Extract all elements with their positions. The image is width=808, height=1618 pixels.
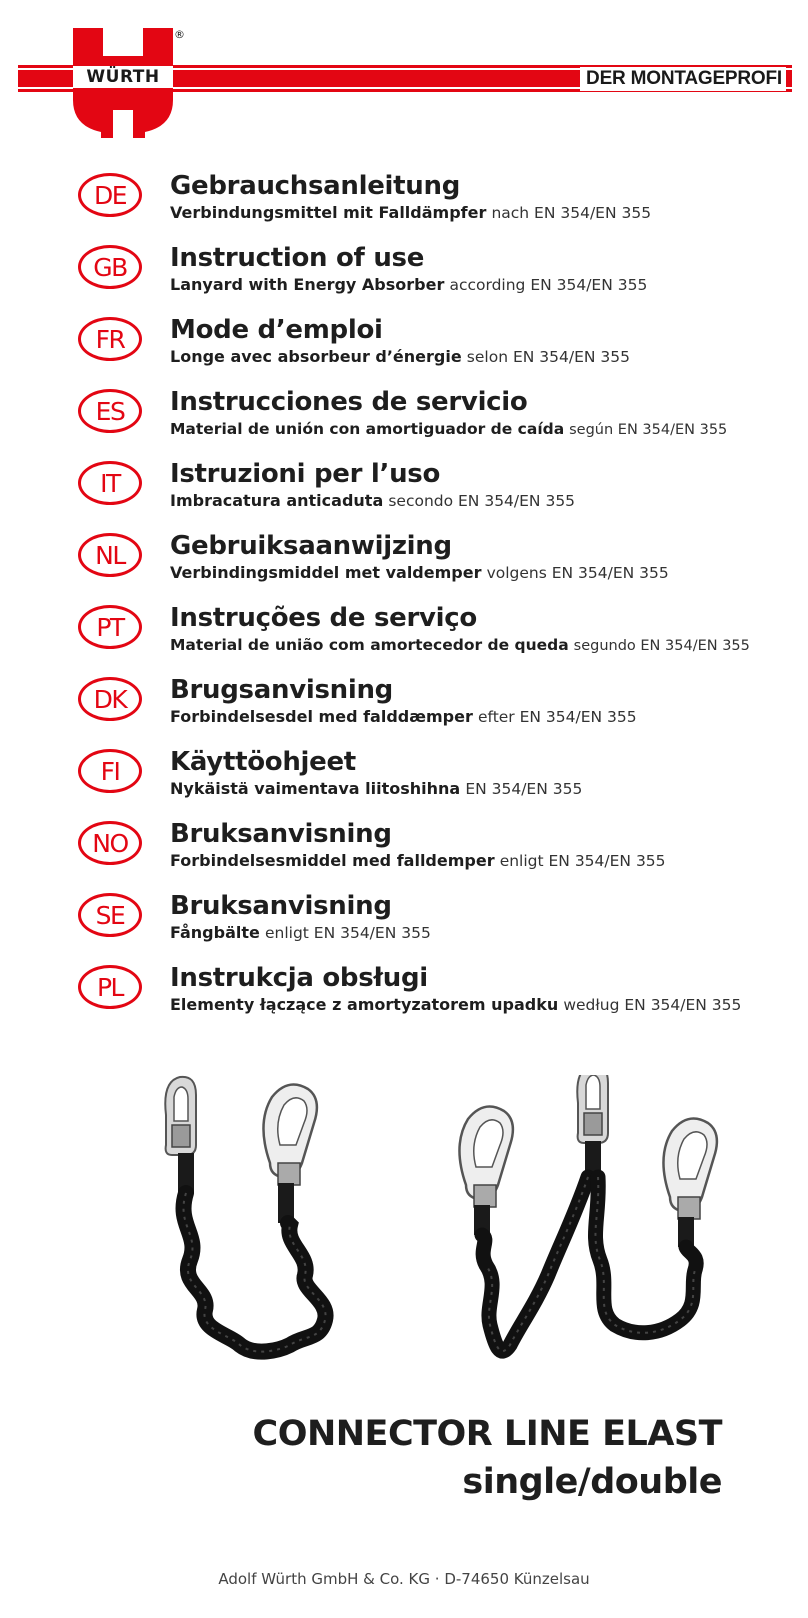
language-title: Bruksanvisning: [170, 819, 392, 849]
language-row-fr: [0, 314, 808, 374]
language-code-badge: PL: [78, 965, 142, 1009]
language-code-badge: NL: [78, 533, 142, 577]
language-title: Mode d’emploi: [170, 315, 383, 345]
subtitle-norm: nach EN 354/EN 355: [491, 204, 652, 222]
language-row-gb: [0, 242, 808, 302]
language-title: Instruction of use: [170, 243, 425, 273]
language-title: Bruksanvisning: [170, 891, 392, 921]
product-name: CONNECTOR LINE ELAST: [252, 1414, 722, 1454]
subtitle-norm: selon EN 354/EN 355: [466, 348, 630, 366]
language-title: Instrukcja obsługi: [170, 963, 428, 993]
language-code-badge: IT: [78, 461, 142, 505]
language-code-badge: PT: [78, 605, 142, 649]
language-code-badge: FR: [78, 317, 142, 361]
language-title: Käyttöohjeet: [170, 747, 356, 777]
subtitle-product: Imbracatura anticaduta: [170, 491, 384, 510]
language-row-es: [0, 386, 808, 446]
subtitle-product: Elementy łączące z amortyzatorem upadku: [170, 995, 559, 1014]
subtitle-product: Material de unión con amortiguador de caída: [170, 420, 565, 438]
subtitle-product: Verbindingsmiddel met valdemper: [170, 563, 482, 582]
subtitle-product: Forbindelsesmiddel med falldemper: [170, 851, 495, 870]
language-code-badge: NO: [78, 821, 142, 865]
slogan: DER MONTAGEPROFI: [580, 67, 786, 91]
subtitle-product: Verbindungsmittel mit Falldämpfer: [170, 203, 487, 222]
language-subtitle: [170, 203, 651, 223]
header: [0, 0, 808, 140]
subtitle-product: Fångbälte: [170, 923, 260, 942]
subtitle-norm: according EN 354/EN 355: [449, 276, 648, 294]
subtitle-norm: volgens EN 354/EN 355: [486, 564, 669, 582]
language-subtitle: [170, 419, 727, 440]
language-code-badge: SE: [78, 893, 142, 937]
language-subtitle: [170, 275, 647, 295]
language-code-badge: DK: [78, 677, 142, 721]
lanyard-drawing: [0, 1075, 808, 1405]
language-title: Gebrauchsanleitung: [170, 171, 461, 201]
language-title: Brugsanvisning: [170, 675, 393, 705]
language-code-badge: DE: [78, 173, 142, 217]
subtitle-product: Nykäistä vaimentava liitoshihna: [170, 779, 461, 798]
wurth-logo: [73, 28, 173, 138]
subtitle-norm: secondo EN 354/EN 355: [388, 492, 576, 510]
language-row-no: [0, 818, 808, 878]
wurth-logo-text: WÜRTH: [73, 66, 173, 88]
language-subtitle: [170, 707, 637, 727]
language-subtitle: [170, 347, 630, 367]
language-row-fi: [0, 746, 808, 806]
subtitle-norm: enligt EN 354/EN 355: [499, 852, 666, 870]
language-row-dk: [0, 674, 808, 734]
subtitle-product: Lanyard with Energy Absorber: [170, 275, 445, 294]
registered-mark: ®: [174, 28, 185, 41]
language-title: Instruções de serviço: [170, 603, 477, 633]
subtitle-norm: enligt EN 354/EN 355: [264, 924, 431, 942]
language-row-pt: [0, 602, 808, 662]
language-subtitle: [170, 563, 669, 583]
language-subtitle: [170, 851, 666, 871]
subtitle-norm: efter EN 354/EN 355: [477, 708, 637, 726]
product-variant: single/double: [462, 1462, 722, 1502]
language-row-de: [0, 170, 808, 230]
language-subtitle: [170, 491, 575, 511]
product-name-block: [253, 1410, 722, 1506]
language-subtitle: [170, 923, 431, 943]
footer-address: Adolf Würth GmbH & Co. KG · D-74650 Künzelsau: [218, 1570, 590, 1588]
subtitle-norm: EN 354/EN 355: [465, 780, 583, 798]
language-row-se: [0, 890, 808, 950]
subtitle-norm: według EN 354/EN 355: [563, 996, 742, 1014]
subtitle-product: Longe avec absorbeur d’énergie: [170, 347, 462, 366]
subtitle-product: Forbindelsesdel med falddæmper: [170, 707, 473, 726]
subtitle-product: Material de união com amortecedor de queda: [170, 636, 569, 654]
language-code-badge: FI: [78, 749, 142, 793]
language-code-badge: ES: [78, 389, 142, 433]
product-illustration: [0, 1075, 808, 1405]
language-row-pl: [0, 962, 808, 1022]
language-row-it: [0, 458, 808, 518]
language-title: Instrucciones de servicio: [170, 387, 528, 417]
language-row-nl: [0, 530, 808, 590]
subtitle-norm: según EN 354/EN 355: [569, 422, 728, 438]
language-title: Gebruiksaanwijzing: [170, 531, 452, 561]
language-subtitle: [170, 635, 750, 656]
language-subtitle: [170, 995, 741, 1015]
double-lanyard: [459, 1075, 716, 1351]
language-subtitle: [170, 779, 582, 799]
language-title: Istruzioni per l’uso: [170, 459, 441, 489]
single-lanyard: [165, 1077, 325, 1352]
subtitle-norm: segundo EN 354/EN 355: [573, 638, 750, 654]
language-code-badge: GB: [78, 245, 142, 289]
